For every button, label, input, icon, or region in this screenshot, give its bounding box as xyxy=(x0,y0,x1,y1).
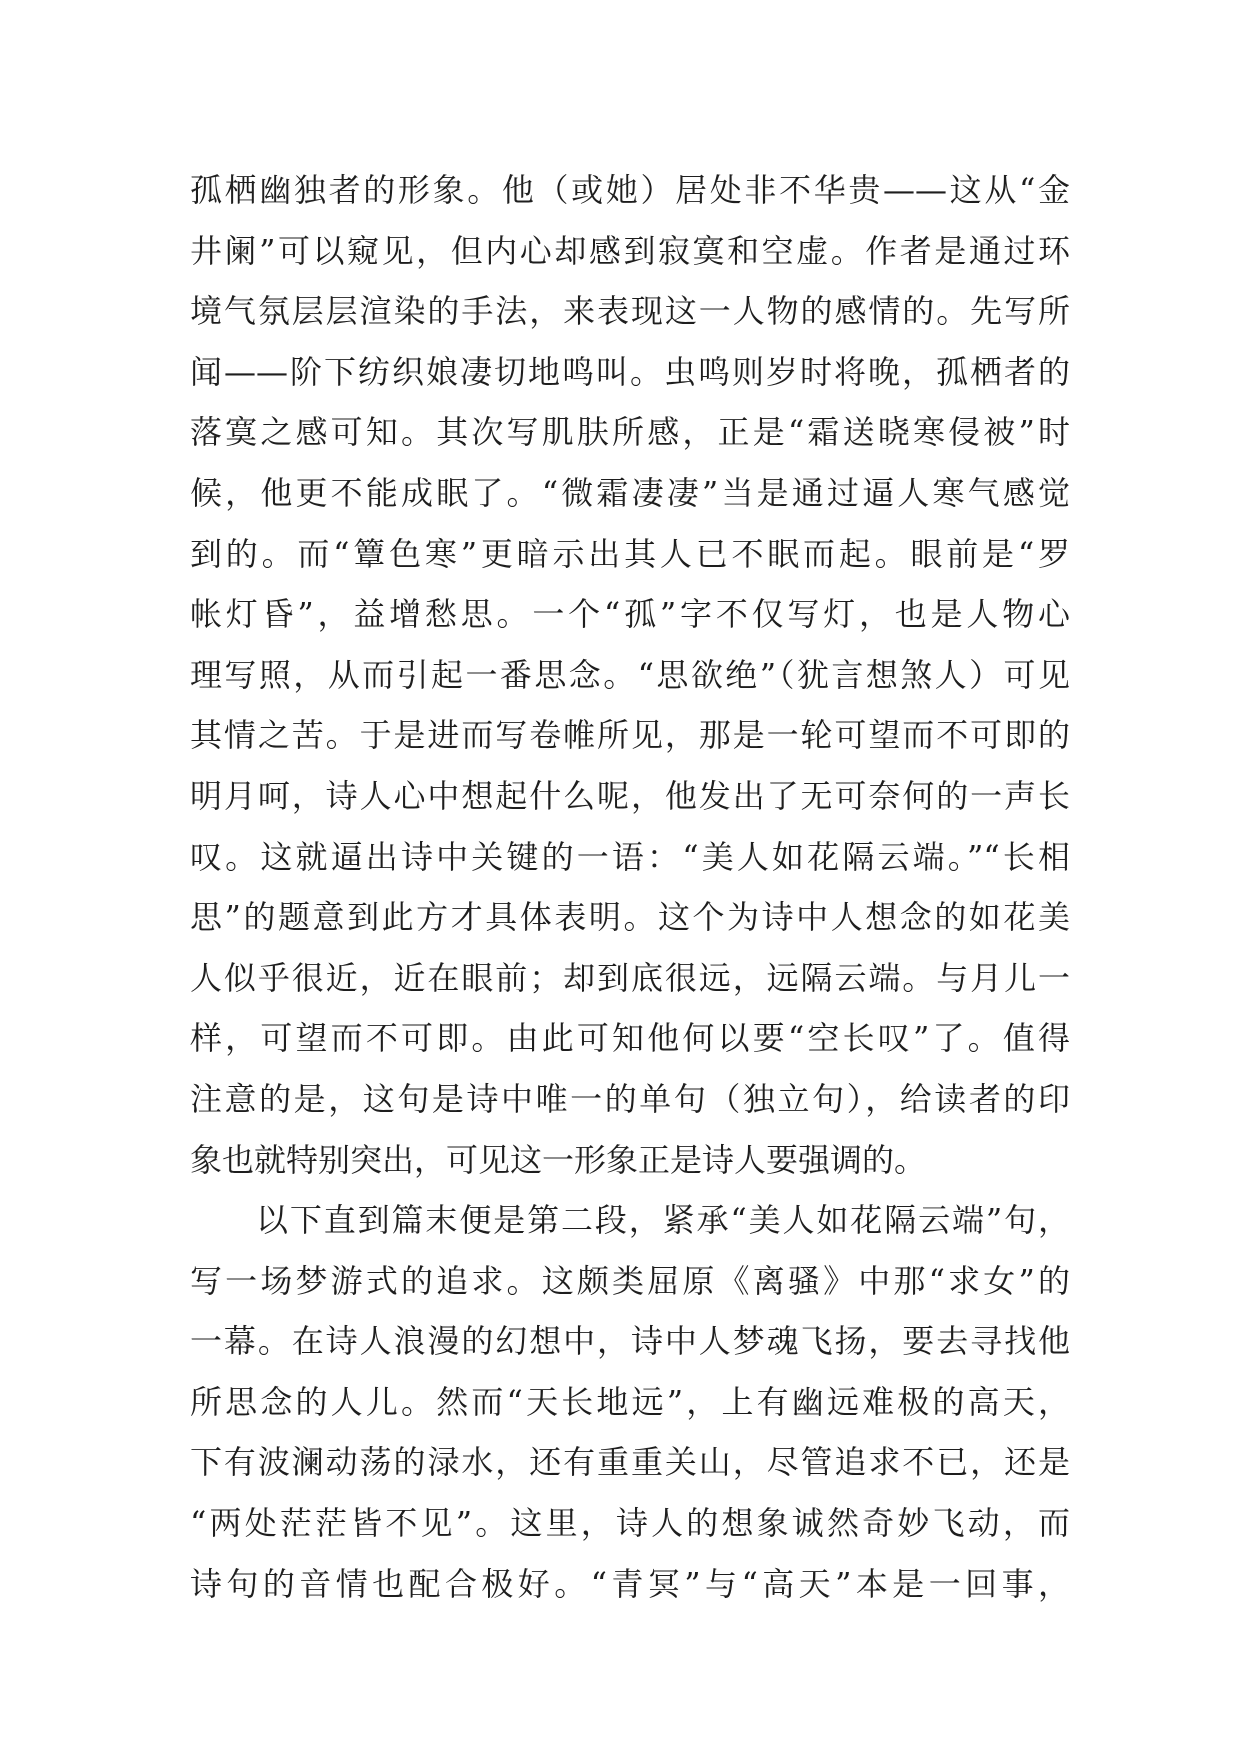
text-line: 注意的是，这句是诗中唯一的单句（独立句），给读者的印 xyxy=(190,1079,1070,1118)
text-line: 样，可望而不可即。由此可知他何以要“空长叹”了。值得 xyxy=(190,1019,1070,1058)
text-line: 象也就特别突出，可见这一形象正是诗人要强调的。 xyxy=(190,1140,927,1179)
text-line: 候，他更不能成眠了。“微霜凄凄”当是通过逼人寒气感觉 xyxy=(190,473,1070,512)
text-line: 闻——阶下纺织娘凄切地鸣叫。虫鸣则岁时将晚，孤栖者的 xyxy=(190,352,1070,391)
text-line: 境气氛层层渲染的手法，来表现这一人物的感情的。先写所 xyxy=(190,292,1070,331)
text-line: 所思念的人儿。然而“天长地远”，上有幽远难极的高天， xyxy=(190,1382,1070,1421)
text-line: 人似乎很近，近在眼前；却到底很远，远隔云端。与月儿一 xyxy=(190,958,1070,997)
text-line: 明月呵，诗人心中想起什么呢，他发出了无可奈何的一声长 xyxy=(190,776,1070,815)
paragraph-1 xyxy=(190,160,1070,1190)
text-line: 以下直到篇末便是第二段，紧承“美人如花隔云端”句， xyxy=(256,1201,1070,1240)
text-line: 孤栖幽独者的形象。他（或她）居处非不华贵——这从“金 xyxy=(190,171,1070,209)
text-line: 落寞之感可知。其次写肌肤所感，正是“霜送晓寒侵被”时 xyxy=(190,413,1070,452)
text-line: 到的。而“簟色寒”更暗示出其人已不眠而起。眼前是“罗 xyxy=(190,534,1070,573)
text-line: “两处茫茫皆不见”。这里，诗人的想象诚然奇妙飞动，而 xyxy=(190,1504,1070,1543)
text-line: 诗句的音情也配合极好。“青冥”与“高天”本是一回事， xyxy=(190,1564,1070,1603)
text-line: 写一场梦游式的追求。这颇类屈原《离骚》中那“求女”的 xyxy=(190,1261,1070,1300)
text-line: 下有波澜动荡的渌水，还有重重关山，尽管追求不已，还是 xyxy=(190,1443,1070,1482)
text-line: 思”的题意到此方才具体表明。这个为诗中人想念的如花美 xyxy=(190,898,1070,937)
body-text xyxy=(190,160,1070,1614)
text-line: 帐灯昏”，益增愁思。一个“孤”字不仅写灯，也是人物心 xyxy=(190,595,1070,634)
text-line: 叹。这就逼出诗中关键的一语：“美人如花隔云端。”“长相 xyxy=(190,837,1070,876)
text-line: 一幕。在诗人浪漫的幻想中，诗中人梦魂飞扬，要去寻找他 xyxy=(190,1322,1070,1361)
text-line: 理写照，从而引起一番思念。“思欲绝”（犹言想煞人）可见 xyxy=(190,655,1070,694)
text-line: 其情之苦。于是进而写卷帷所见，那是一轮可望而不可即的 xyxy=(190,716,1070,755)
paragraph-2 xyxy=(190,1190,1070,1614)
text-line: 井阑”可以窥见，但内心却感到寂寞和空虚。作者是通过环 xyxy=(190,231,1070,270)
